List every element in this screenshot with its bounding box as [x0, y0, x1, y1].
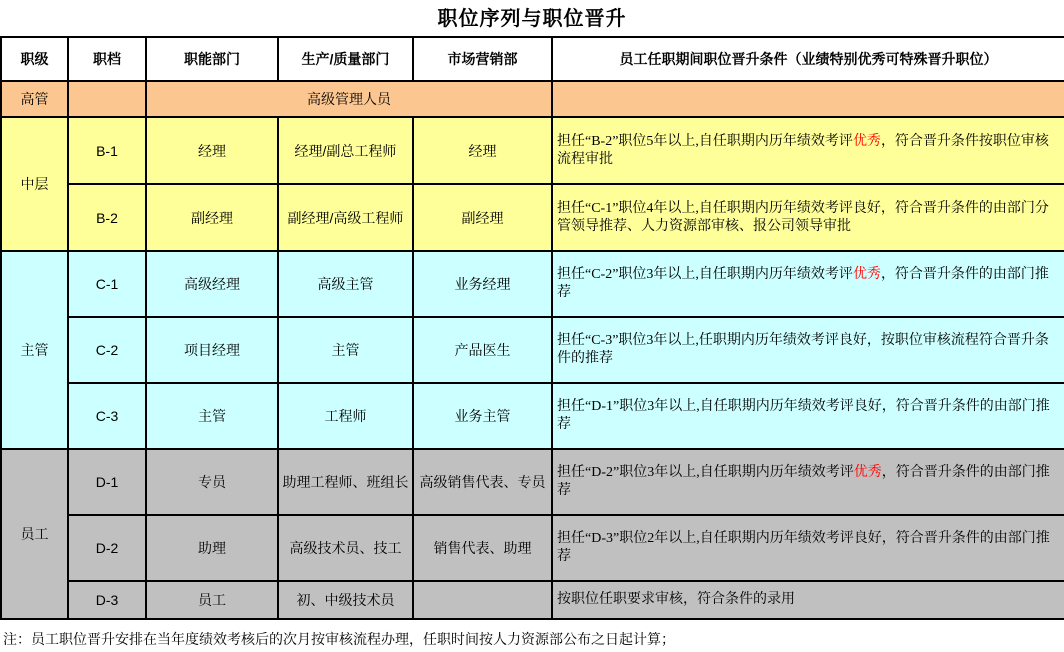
row-b2	[1, 184, 1064, 251]
condition-highlight: 优秀	[852, 133, 881, 149]
row-c1	[1, 251, 1064, 317]
header-level: 职级	[1, 37, 68, 81]
production-cell-d3: 初、中级技术员	[278, 581, 413, 619]
condition-text: 按职位任职要求审核，符合条件的录用	[557, 592, 795, 607]
marketing-cell-c2: 产品医生	[413, 317, 552, 383]
row-d3	[1, 581, 1064, 619]
merged-cell-senior-management: 高级管理人员	[146, 81, 552, 117]
marketing-cell-d3	[413, 581, 552, 619]
header-marketing: 市场营销部	[413, 37, 552, 81]
condition-cell-d2	[552, 515, 1064, 581]
condition-cell-d3	[552, 581, 1064, 619]
production-cell-b1: 经理/副总工程师	[278, 117, 413, 184]
condition-cell-c1	[552, 251, 1064, 317]
marketing-cell-b1: 经理	[413, 117, 552, 184]
condition-text: 担任“C-3”职位3年以上,任职期内历年绩效考评良好，按职位审核流程符合晋升条件的推荐	[557, 333, 1049, 366]
functional-cell-b1: 经理	[146, 117, 278, 184]
functional-cell-c1: 高级经理	[146, 251, 278, 317]
grade-cell-b2: B-2	[68, 184, 146, 251]
condition-cell-c2	[552, 317, 1064, 383]
production-cell-c3: 工程师	[278, 383, 413, 449]
functional-cell-d3: 员工	[146, 581, 278, 619]
condition-cell-b2	[552, 184, 1064, 251]
condition-cell-d1	[552, 449, 1064, 515]
condition-highlight: 优秀	[853, 465, 882, 480]
level-cell-middle: 中层	[1, 117, 68, 251]
marketing-cell-c3: 业务主管	[413, 383, 552, 449]
production-cell-b2: 副经理/高级工程师	[278, 184, 413, 251]
condition-cell-executive	[552, 81, 1064, 117]
header-functional: 职能部门	[146, 37, 278, 81]
grade-cell-executive	[68, 81, 146, 117]
promotion-table	[0, 36, 1064, 620]
condition-text: 担任“B-2”职位5年以上,自任职期内历年绩效考评	[557, 133, 853, 149]
condition-text: 担任“D-3”职位2年以上,自任职期内历年绩效考评良好，符合晋升条件的由部门推荐	[557, 531, 1050, 564]
grade-cell-c2: C-2	[68, 317, 146, 383]
grade-cell-d1: D-1	[68, 449, 146, 515]
functional-cell-c2: 项目经理	[146, 317, 278, 383]
condition-suffix: ，符合晋升条件按职位审核流程审批	[557, 133, 1049, 167]
header-condition: 员工任职期间职位晋升条件（业绩特别优秀可特殊晋升职位）	[552, 37, 1064, 81]
grade-cell-c1: C-1	[68, 251, 146, 317]
functional-cell-b2: 副经理	[146, 184, 278, 251]
condition-text: 担任“C-2”职位3年以上,自任职期内历年绩效考评	[557, 267, 853, 282]
condition-cell-b1	[552, 117, 1064, 184]
page-title: 职位序列与职位晋升	[437, 8, 627, 30]
condition-suffix: ，符合晋升条件的由部门推荐	[557, 267, 1049, 300]
condition-highlight: 优秀	[852, 267, 881, 282]
row-d2	[1, 515, 1064, 581]
grade-cell-c3: C-3	[68, 383, 146, 449]
condition-cell-c3	[552, 383, 1064, 449]
production-cell-d1: 助理工程师、班组长	[278, 449, 413, 515]
header-grade: 职档	[68, 37, 146, 81]
marketing-cell-d2: 销售代表、助理	[413, 515, 552, 581]
level-cell-supervisor: 主管	[1, 251, 68, 449]
production-cell-c1: 高级主管	[278, 251, 413, 317]
row-executive	[1, 81, 1064, 117]
level-cell-executive: 高管	[1, 81, 68, 117]
level-cell-staff: 员工	[1, 449, 68, 619]
row-d1	[1, 449, 1064, 515]
header-production: 生产/质量部门	[278, 37, 413, 81]
production-cell-d2: 高级技术员、技工	[278, 515, 413, 581]
production-cell-c2: 主管	[278, 317, 413, 383]
condition-text: 担任“D-1”职位3年以上,自任职期内历年绩效考评良好，符合晋升条件的由部门推荐	[557, 399, 1050, 432]
header-row	[1, 37, 1064, 81]
condition-suffix: ，符合晋升条件的由部门推荐	[557, 465, 1050, 498]
row-c2	[1, 317, 1064, 383]
row-b1	[1, 117, 1064, 184]
grade-cell-b1: B-1	[68, 117, 146, 184]
marketing-cell-b2: 副经理	[413, 184, 552, 251]
functional-cell-d2: 助理	[146, 515, 278, 581]
row-c3	[1, 383, 1064, 449]
marketing-cell-c1: 业务经理	[413, 251, 552, 317]
condition-text: 担任“D-2”职位3年以上,自任职期内历年绩效考评	[557, 465, 854, 480]
marketing-cell-d1: 高级销售代表、专员	[413, 449, 552, 515]
condition-text: 担任“C-1”职位4年以上,自任职期内历年绩效考评良好，符合晋升条件的由部门分管领导推荐、人力资源部审核、报公司领导审批	[557, 200, 1049, 234]
footnote: 注：员工职位晋升安排在当年度绩效考核后的次月按审核流程办理，任职时间按人力资源部公布之日起计算；	[3, 633, 675, 648]
grade-cell-d2: D-2	[68, 515, 146, 581]
functional-cell-d1: 专员	[146, 449, 278, 515]
grade-cell-d3: D-3	[68, 581, 146, 619]
functional-cell-c3: 主管	[146, 383, 278, 449]
